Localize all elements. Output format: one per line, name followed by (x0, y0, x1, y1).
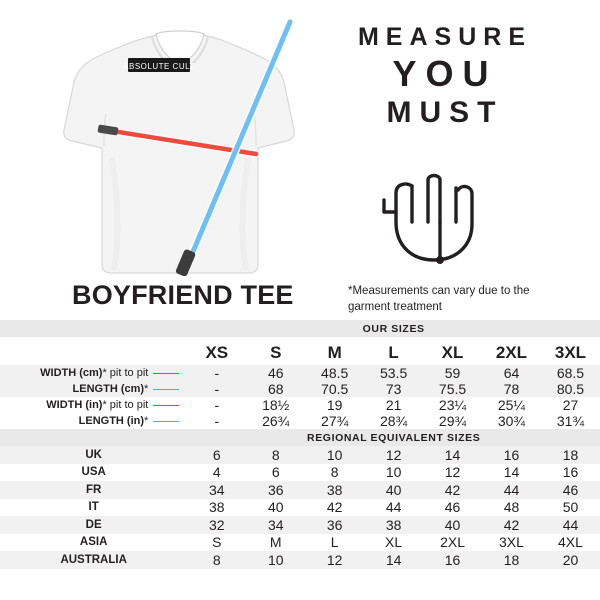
row-label-length-in (0, 413, 187, 429)
cell-fr-2xl: 44 (503, 481, 520, 498)
tshirt-illustration (60, 18, 300, 276)
size-header-s: S (270, 343, 282, 362)
cell-it-xs: 38 (209, 499, 225, 516)
cell-de-l: 38 (385, 516, 402, 533)
table-row (0, 397, 600, 413)
width-accent-rule (153, 373, 179, 374)
cell-usa-2xl: 14 (503, 464, 520, 481)
cell-de-xs: 32 (209, 516, 225, 533)
cell-fr-s: 36 (267, 481, 284, 498)
cell-usa-s: 6 (271, 464, 280, 481)
row-label-length-in-text: LENGTH (in) (78, 415, 145, 427)
width-accent-rule-in (153, 405, 179, 406)
table-row (0, 516, 600, 534)
cell-usa-3xl: 16 (562, 464, 579, 481)
cell-length-in-m: 27¾ (321, 413, 349, 429)
row-label-width-in-text: WIDTH (in) (46, 399, 103, 411)
row-label-it: IT (88, 501, 99, 514)
row-label-uk: UK (85, 448, 102, 461)
brand-logo (123, 58, 195, 72)
size-header-xs: XS (205, 343, 229, 362)
table-row (0, 365, 600, 381)
cell-width-in-m: 19 (326, 397, 343, 413)
cell-uk-xs: 6 (212, 446, 221, 463)
cell-length-in-s: 26¾ (262, 413, 290, 429)
cell-uk-m: 10 (326, 446, 343, 463)
headline-line-2: YOU (392, 53, 498, 95)
size-chart (0, 320, 600, 569)
cell-length-in-2xl: 30¾ (497, 413, 526, 429)
size-header-3xl: 3XL (554, 343, 587, 362)
cell-usa-l: 10 (385, 464, 402, 481)
size-header-m: M (327, 343, 342, 362)
cell-asia-2xl: 3XL (499, 534, 524, 551)
size-header-blank (0, 337, 187, 365)
headline (320, 22, 570, 131)
cell-usa-xl: 12 (444, 464, 461, 481)
cell-it-3xl: 50 (562, 499, 579, 516)
table-row (0, 381, 600, 397)
cell-width-cm-2xl: 64 (503, 365, 520, 381)
size-header-2xl: 2XL (495, 343, 528, 362)
cell-it-m: 42 (326, 499, 343, 516)
cell-width-cm-l: 53.5 (379, 365, 408, 381)
headline-line-3: MUST (386, 95, 504, 129)
table-row (0, 481, 600, 499)
cell-uk-l: 12 (385, 446, 402, 463)
cell-de-xl: 40 (444, 516, 461, 533)
row-sub-length-in: * (144, 415, 149, 427)
cell-width-in-s: 18½ (262, 397, 290, 413)
cell-asia-3xl: 4XL (558, 534, 583, 551)
cell-de-3xl: 44 (562, 516, 579, 533)
cell-fr-xs: 34 (209, 481, 225, 498)
row-sub-length-cm: * (144, 383, 149, 395)
length-accent-rule (153, 389, 179, 390)
cell-length-cm-m: 70.5 (321, 381, 349, 397)
pointing-hand-icon (372, 160, 502, 270)
cell-de-m: 36 (326, 516, 343, 533)
our-sizes-band-row (0, 320, 600, 337)
cell-length-cm-l: 73 (385, 381, 402, 397)
cell-length-in-3xl: 31¾ (556, 413, 585, 429)
cell-uk-s: 8 (271, 446, 280, 463)
cell-au-2xl: 18 (503, 551, 520, 568)
cell-it-xl: 46 (444, 499, 461, 516)
cell-uk-3xl: 18 (562, 446, 579, 463)
cell-asia-s: M (269, 534, 282, 551)
regional-band-spacer (0, 429, 187, 446)
cell-length-cm-3xl: 80.5 (556, 381, 585, 397)
cell-length-in-l: 28¾ (379, 413, 408, 429)
cell-uk-xl: 14 (444, 446, 461, 463)
cell-width-in-l: 21 (385, 397, 402, 413)
cell-length-in-xl: 29¾ (438, 413, 467, 429)
size-header-xl: XL (441, 343, 464, 362)
row-label-width-cm (0, 365, 187, 381)
size-header-l: L (388, 343, 399, 362)
row-label-australia: AUSTRALIA (60, 553, 127, 566)
cell-length-cm-xs: - (214, 381, 220, 397)
cell-fr-xl: 42 (444, 481, 461, 498)
band-spacer-left (0, 320, 187, 337)
row-label-length-cm (0, 381, 187, 397)
cell-length-cm-s: 68 (267, 381, 284, 397)
cell-it-2xl: 48 (503, 499, 520, 516)
cell-width-cm-xs: - (214, 365, 220, 381)
row-label-width-in (0, 397, 187, 413)
row-label-usa: USA (81, 466, 106, 479)
cell-asia-m: L (330, 534, 339, 551)
cell-au-xl: 16 (444, 551, 461, 568)
svg-text:ABSOLUTE CULT: ABSOLUTE CULT (123, 62, 195, 71)
cell-fr-l: 40 (385, 481, 402, 498)
row-sub-width-cm: * pit to pit (102, 367, 149, 379)
cell-au-l: 14 (385, 551, 402, 568)
cell-uk-2xl: 16 (503, 446, 520, 463)
table-row (0, 464, 600, 482)
table-row (0, 551, 600, 569)
size-header-row (0, 337, 600, 365)
pointing-hand-graphic (372, 160, 502, 270)
title-row (0, 278, 600, 320)
length-accent-rule-in (153, 421, 179, 422)
cell-it-s: 40 (267, 499, 284, 516)
cell-asia-xs: S (212, 534, 222, 551)
cell-fr-3xl: 46 (562, 481, 579, 498)
cell-fr-m: 38 (326, 481, 343, 498)
cell-au-s: 10 (267, 551, 284, 568)
cell-au-m: 12 (326, 551, 343, 568)
measurement-note: *Measurements can vary due to the garment treatment (348, 285, 530, 313)
cell-length-cm-2xl: 78 (503, 381, 520, 397)
table-row (0, 499, 600, 517)
cell-width-cm-xl: 59 (444, 365, 461, 381)
table-row (0, 534, 600, 552)
cell-asia-xl: 2XL (440, 534, 465, 551)
cell-de-2xl: 42 (503, 516, 520, 533)
cell-width-in-xs: - (214, 397, 220, 413)
cell-de-s: 34 (267, 516, 284, 533)
row-sub-width-in: * pit to pit (102, 399, 149, 411)
cell-asia-l: XL (385, 534, 403, 551)
cell-width-in-3xl: 27 (562, 397, 579, 413)
cell-usa-xs: 4 (212, 464, 221, 481)
row-label-fr: FR (85, 483, 102, 496)
regional-band: REGIONAL EQUIVALENT SIZES (187, 429, 600, 446)
headline-line-1: MEASURE (357, 23, 532, 51)
size-table (0, 320, 600, 569)
row-label-de: DE (85, 518, 102, 531)
tshirt-graphic (60, 18, 300, 276)
cell-usa-m: 8 (330, 464, 339, 481)
table-row (0, 413, 600, 429)
cell-width-in-2xl: 25¼ (497, 397, 526, 413)
cell-width-in-xl: 23¼ (438, 397, 467, 413)
row-label-length-cm-text: LENGTH (cm) (72, 383, 145, 395)
cell-length-cm-xl: 75.5 (438, 381, 467, 397)
cell-width-cm-3xl: 68.5 (556, 365, 585, 381)
cell-length-in-xs: - (214, 413, 220, 429)
page-title: BOYFRIEND TEE (72, 280, 294, 310)
cell-au-3xl: 20 (562, 551, 579, 568)
table-row (0, 446, 600, 464)
cell-width-cm-s: 46 (267, 365, 284, 381)
cell-it-l: 44 (385, 499, 402, 516)
hero-area (0, 0, 600, 280)
cell-width-cm-m: 48.5 (321, 365, 349, 381)
row-label-asia: ASIA (79, 536, 108, 549)
row-label-width-cm-text: WIDTH (cm) (40, 367, 103, 379)
cell-au-xs: 8 (212, 551, 221, 568)
regional-band-row (0, 429, 600, 446)
our-sizes-band: OUR SIZES (187, 320, 600, 337)
